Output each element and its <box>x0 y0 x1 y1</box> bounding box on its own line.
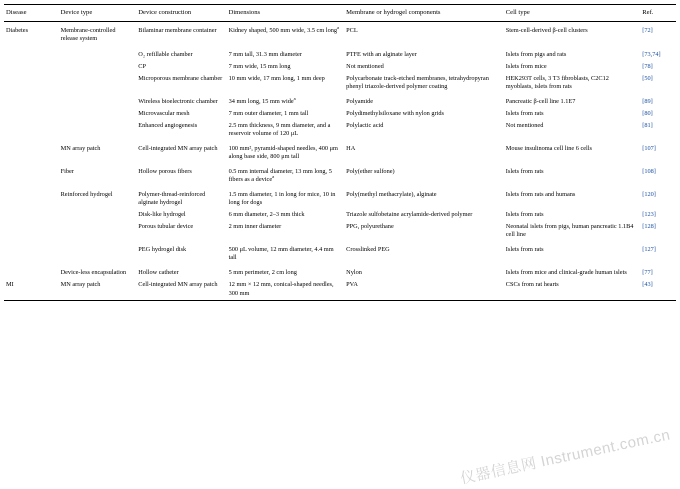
cell-dimensions-text: 7 mm wide, 15 mm long <box>228 62 291 70</box>
cell-disease <box>4 61 59 73</box>
table-row <box>4 221 676 241</box>
cell-cell-type-text: CSCs from rat hearts <box>505 281 559 289</box>
cell-device-type-text: MN array patch <box>60 144 101 152</box>
table-row <box>4 264 676 279</box>
cell-device-type <box>59 120 137 140</box>
cell-membrane-text: Polylactic acid <box>346 121 384 129</box>
cell-dimensions <box>227 279 345 300</box>
cell-dimensions-text: 1.5 mm diameter, 1 in long for mice, 10 in long for dogs <box>228 191 336 207</box>
cell-disease <box>4 163 59 186</box>
cell-disease <box>4 140 59 163</box>
watermark-text: 仪器信息网 Instrument.com.cn <box>458 426 672 488</box>
cell-membrane-text: Triazole sulfobetaine acrylamide-derived polymer <box>346 211 473 219</box>
cell-dimensions-text: 500 μL volume, 12 mm diameter, 4.4 mm tall <box>228 246 334 262</box>
table-row <box>4 120 676 140</box>
cell-dimensions-text: 2.5 mm thickness, 9 mm diameter, and a reservoir volume of 120 μL <box>228 121 331 137</box>
cell-membrane <box>344 163 504 186</box>
cell-cell-type-text: Stem-cell-derived β-cell clusters <box>505 27 588 35</box>
cell-membrane <box>344 264 504 279</box>
cell-cell-type-text: Neonatal islets from pigs, human pancreatic 1.1B4 cell line <box>505 223 634 239</box>
cell-dimensions <box>227 22 345 46</box>
cell-membrane-text: Crosslinked PEG <box>346 246 390 254</box>
cell-membrane-text: PTFE with an alginate layer <box>346 50 417 58</box>
cell-cell-type-text: Islets from rats <box>505 109 544 117</box>
table-row <box>4 163 676 186</box>
table-header-row <box>4 5 676 22</box>
cell-device-type <box>59 241 137 264</box>
cell-ref <box>640 46 676 61</box>
cell-cell-type-text: Islets from pigs and rats <box>505 50 567 58</box>
cell-membrane <box>344 241 504 264</box>
cell-disease-text: MI <box>6 281 14 289</box>
cell-cell-type <box>504 120 641 140</box>
cell-ref <box>640 209 676 221</box>
column-header-membrane: Membrane or hydrogel components <box>344 5 504 22</box>
reference-link[interactable]: [50] <box>642 74 653 82</box>
cell-cell-type <box>504 61 641 73</box>
column-header-device-construction: Device construction <box>136 5 226 22</box>
cell-membrane-text: Polycarbonate track-etched membranes, tetrahydropyran phenyl triazole-derived polymer coating <box>346 74 489 90</box>
cell-ref <box>640 108 676 120</box>
cell-device-construction <box>136 221 226 241</box>
cell-disease <box>4 120 59 140</box>
cell-dimensions <box>227 120 345 140</box>
cell-cell-type <box>504 209 641 221</box>
cell-dimensions-text: 7 mm tall, 31.3 mm diameter <box>228 50 302 58</box>
cell-dimensions <box>227 93 345 108</box>
cell-device-construction <box>136 73 226 93</box>
cell-ref <box>640 73 676 93</box>
cell-device-construction <box>136 186 226 209</box>
reference-link[interactable]: [73,74] <box>642 50 661 58</box>
cell-disease <box>4 22 59 46</box>
cell-device-construction-text: CP <box>138 62 146 70</box>
table-row <box>4 46 676 61</box>
cell-membrane-text: PPG, polyurethane <box>346 223 394 231</box>
cell-device-type-text: Fiber <box>60 168 74 175</box>
cell-device-construction-text: Hollow porous fibers <box>138 168 192 175</box>
cell-cell-type-text: HEK293T cells, 3 T3 fibroblasts, C2C12 myoblasts, islets from rats <box>505 74 609 90</box>
cell-device-construction-text: Polymer-thread-reinforced alginate hydrogel <box>138 191 206 207</box>
cell-device-construction-text: Cell-integrated MN array patch <box>138 281 218 289</box>
cell-disease <box>4 279 59 300</box>
cell-membrane-text: Polyamide <box>346 97 374 105</box>
column-header-dimensions: Dimensions <box>227 5 345 22</box>
cell-disease <box>4 209 59 221</box>
cell-dimensions-text: Kidney shaped, 500 mm wide, 3.5 cm long <box>228 27 338 35</box>
cell-cell-type-text: Islets from mice <box>505 62 547 70</box>
cell-dimensions <box>227 264 345 279</box>
cell-ref <box>640 61 676 73</box>
cell-dimensions-text: 5 mm perimeter, 2 cm long <box>228 269 297 277</box>
footnote-marker: a <box>337 25 340 31</box>
cell-dimensions-text: 10 mm wide, 17 mm long, 1 mm deep <box>228 74 325 82</box>
cell-dimensions <box>227 241 345 264</box>
cell-membrane-text: Poly(methyl methacrylate), alginate <box>346 191 437 199</box>
cell-device-construction-text: Wireless bioelectronic chamber <box>138 97 218 105</box>
cell-dimensions-text: 34 mm long, 15 mm wide <box>228 97 294 105</box>
cell-device-type <box>59 264 137 279</box>
table-row <box>4 73 676 93</box>
cell-membrane <box>344 140 504 163</box>
cell-device-construction <box>136 120 226 140</box>
cell-dimensions-text: 2 mm inner diameter <box>228 223 282 231</box>
cell-device-construction <box>136 279 226 300</box>
table-row <box>4 279 676 300</box>
cell-device-construction <box>136 264 226 279</box>
cell-device-construction <box>136 93 226 108</box>
cell-membrane <box>344 93 504 108</box>
cell-membrane <box>344 108 504 120</box>
reference-link[interactable]: [43] <box>642 281 653 289</box>
cell-dimensions <box>227 163 345 186</box>
reference-link[interactable]: [89] <box>642 97 653 105</box>
cell-membrane <box>344 120 504 140</box>
cell-membrane <box>344 186 504 209</box>
cell-membrane-text: PCL <box>346 27 358 35</box>
reference-link[interactable]: [128] <box>642 223 656 231</box>
cell-ref <box>640 120 676 140</box>
cell-ref <box>640 279 676 300</box>
cell-dimensions-text: 7 mm outer diameter, 1 mm tall <box>228 109 309 117</box>
cell-dimensions <box>227 61 345 73</box>
cell-device-type-text: Membrane-controlled release system <box>60 27 116 43</box>
cell-cell-type-text: Islets from rats <box>505 246 544 254</box>
column-header-device-type: Device type <box>59 5 137 22</box>
cell-dimensions-text: 12 mm × 12 mm, conical-shaped needles, 300 mm <box>228 281 334 297</box>
cell-cell-type-text: Islets from rats and humans <box>505 191 576 199</box>
reference-link[interactable]: [72] <box>642 27 653 35</box>
table-body <box>4 22 676 300</box>
cell-device-construction-text: Microvascular mesh <box>138 109 190 117</box>
cell-membrane <box>344 221 504 241</box>
table-row <box>4 61 676 73</box>
cell-cell-type <box>504 46 641 61</box>
cell-device-construction-text: Microporous membrane chamber <box>138 74 223 82</box>
cell-device-construction-text: Disk-like hydrogel <box>138 211 186 219</box>
cell-device-construction-text: Enhanced angiogenesis <box>138 121 198 129</box>
cell-device-type <box>59 108 137 120</box>
reference-link[interactable]: [81] <box>642 121 653 129</box>
cell-dimensions <box>227 221 345 241</box>
reference-link[interactable]: [120] <box>642 191 656 199</box>
cell-device-type <box>59 73 137 93</box>
cell-disease <box>4 108 59 120</box>
cell-cell-type-text: Islets from rats <box>505 211 544 219</box>
table-row <box>4 140 676 163</box>
footnote-marker: a <box>293 95 296 101</box>
reference-link[interactable]: [78] <box>642 62 653 70</box>
cell-disease <box>4 221 59 241</box>
cell-membrane <box>344 73 504 93</box>
cell-device-construction-text: Porous tubular device <box>138 223 194 231</box>
cell-device-type <box>59 61 137 73</box>
cell-device-construction-text: Hollow catheter <box>138 269 179 277</box>
cell-disease-text: Diabetes <box>6 27 29 35</box>
cell-ref <box>640 22 676 46</box>
cell-disease <box>4 241 59 264</box>
cell-dimensions <box>227 140 345 163</box>
cell-membrane <box>344 209 504 221</box>
cell-device-type-text: MN array patch <box>60 281 101 289</box>
cell-device-type <box>59 46 137 61</box>
cell-device-type <box>59 221 137 241</box>
table-row <box>4 186 676 209</box>
watermark <box>458 423 672 488</box>
cell-disease <box>4 186 59 209</box>
cell-membrane-text: Polydimethylsiloxane with nylon grids <box>346 109 444 117</box>
cell-device-type <box>59 209 137 221</box>
cell-ref <box>640 264 676 279</box>
cell-device-construction <box>136 61 226 73</box>
cell-cell-type <box>504 241 641 264</box>
cell-ref <box>640 140 676 163</box>
cell-device-type <box>59 140 137 163</box>
cell-device-type <box>59 186 137 209</box>
cell-device-construction <box>136 241 226 264</box>
table-row <box>4 108 676 120</box>
cell-device-construction-text: O₂ refillable chamber <box>138 50 193 58</box>
footnote-marker: a <box>272 173 275 179</box>
cell-membrane-text: Nylon <box>346 269 362 277</box>
reference-link[interactable]: [80] <box>642 109 653 117</box>
cell-cell-type-text: Islets from mice and clinical-grade human islets <box>505 269 627 277</box>
cell-cell-type <box>504 279 641 300</box>
device-summary-table <box>4 4 676 301</box>
cell-device-type-text: Reinforced hydrogel <box>60 191 113 199</box>
cell-device-construction <box>136 209 226 221</box>
cell-dimensions <box>227 73 345 93</box>
cell-cell-type <box>504 186 641 209</box>
cell-dimensions <box>227 46 345 61</box>
cell-membrane <box>344 46 504 61</box>
cell-membrane-text: PVA <box>346 281 358 289</box>
cell-membrane <box>344 279 504 300</box>
table-row <box>4 241 676 264</box>
table-header <box>4 5 676 22</box>
cell-device-construction-text: Cell-integrated MN array patch <box>138 144 218 152</box>
cell-device-construction <box>136 163 226 186</box>
cell-cell-type <box>504 140 641 163</box>
cell-cell-type <box>504 264 641 279</box>
cell-cell-type-text: Pancreatic β-cell line 1.1E7 <box>505 97 576 105</box>
cell-ref <box>640 93 676 108</box>
cell-cell-type <box>504 93 641 108</box>
cell-cell-type <box>504 108 641 120</box>
column-header-cell-type: Cell type <box>504 5 641 22</box>
column-header-ref: Ref. <box>640 5 676 22</box>
cell-device-type <box>59 22 137 46</box>
cell-device-construction <box>136 140 226 163</box>
cell-disease <box>4 264 59 279</box>
cell-device-type-text: Device-less encapsulation <box>60 269 127 277</box>
column-header-disease: Disease <box>4 5 59 22</box>
cell-cell-type <box>504 22 641 46</box>
cell-cell-type-text: Mouse insulinoma cell line 6 cells <box>505 144 592 152</box>
table-row <box>4 209 676 221</box>
cell-dimensions-text: 0.5 mm internal diameter, 13 mm long, 5 fibers as a device <box>228 168 332 184</box>
cell-membrane <box>344 22 504 46</box>
table-row <box>4 22 676 46</box>
cell-ref <box>640 241 676 264</box>
cell-cell-type <box>504 73 641 93</box>
cell-membrane-text: HA <box>346 144 356 152</box>
reference-link[interactable]: [107] <box>642 144 656 152</box>
reference-link[interactable]: [123] <box>642 211 656 219</box>
cell-device-construction-text: PEG hydrogel disk <box>138 246 187 254</box>
cell-dimensions <box>227 209 345 221</box>
reference-link[interactable]: [127] <box>642 246 656 254</box>
cell-dimensions-text: 100 mm², pyramid-shaped needles, 400 μm along base side, 800 μm tall <box>228 144 338 160</box>
cell-device-construction <box>136 22 226 46</box>
cell-device-type <box>59 93 137 108</box>
cell-ref <box>640 163 676 186</box>
cell-disease <box>4 46 59 61</box>
cell-disease <box>4 93 59 108</box>
cell-device-type <box>59 163 137 186</box>
cell-ref <box>640 221 676 241</box>
cell-membrane-text: Poly(ether sulfone) <box>346 168 395 175</box>
cell-device-type <box>59 279 137 300</box>
reference-link[interactable]: [108] <box>642 168 656 175</box>
cell-membrane-text: Not mentioned <box>346 62 384 70</box>
cell-cell-type-text: Islets from rats <box>505 168 544 175</box>
cell-membrane <box>344 61 504 73</box>
cell-device-construction <box>136 108 226 120</box>
cell-device-construction-text: Bilaminar membrane container <box>138 27 217 35</box>
cell-dimensions <box>227 108 345 120</box>
cell-dimensions <box>227 186 345 209</box>
cell-cell-type <box>504 221 641 241</box>
cell-ref <box>640 186 676 209</box>
cell-device-construction <box>136 46 226 61</box>
cell-dimensions-text: 6 mm diameter, 2–3 mm thick <box>228 211 305 219</box>
cell-cell-type <box>504 163 641 186</box>
table-row <box>4 93 676 108</box>
cell-disease <box>4 73 59 93</box>
cell-cell-type-text: Not mentioned <box>505 121 544 129</box>
document-page <box>0 4 680 488</box>
reference-link[interactable]: [77] <box>642 269 653 277</box>
